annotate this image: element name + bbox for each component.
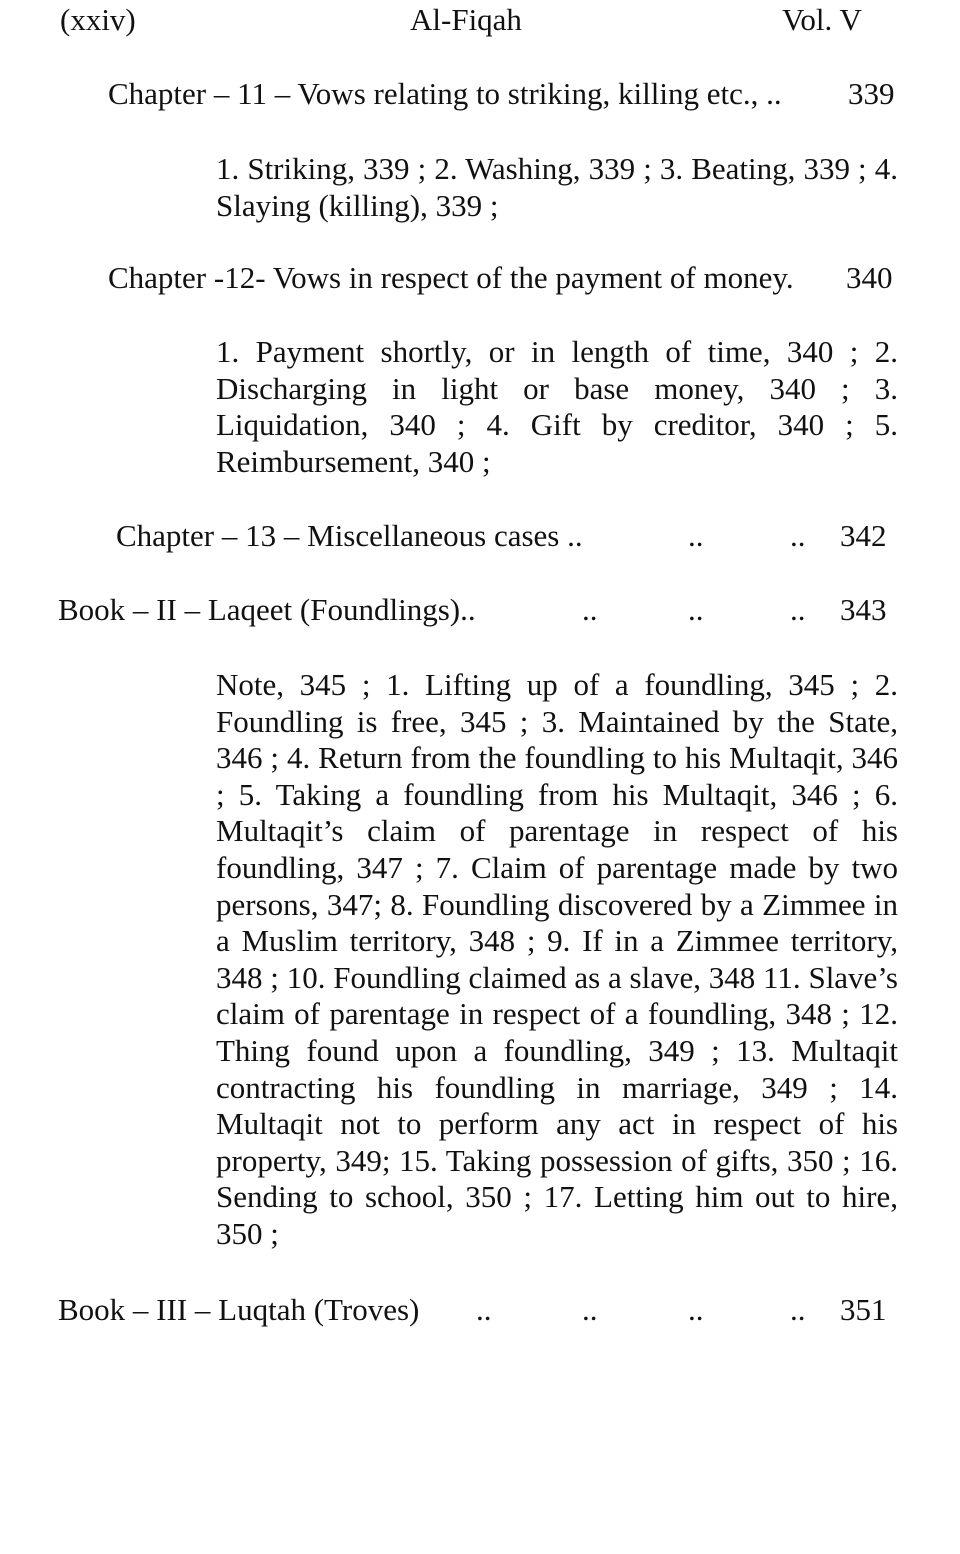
entry-subtopics: Note, 345 ; 1. Lifting up of a foundling, 345 ; 2. Foundling is free, 345 ; 3. Maintained by the State, 346 ; 4. Return from the foundling to his Multaqit, 346 ; 5. Taking a foundling from his Multaqit, 346 ; 6. Multaqit’s claim of parentage in respect of his foundling, 347 ; 7. Claim of parentage made by two persons, 347; 8. Foundling discovered by a Zimmee in a Muslim territory, 348 ; 9. If in a Zimmee territory, 348 ; 10. Foundling claimed as a slave, 348 11. Slave’s claim of parentage in respect of a foundling, 348 ; 12. Thing found upon a foundling, 349 ; 13. Multaqit contracting his foundling in marriage, 349 ; 14. Multaqit not to perform any act in respect of his property, 349; 15. Taking possession of gifts, 350 ; 16. Sending to school, 350 ; 17. Letting him out to hire, 350 ; [216,667,898,1251]
leader-dots: .. [688,1292,704,1327]
leader-dots: .. [790,1292,806,1327]
volume-label: Vol. V [782,2,862,37]
entry-subtopics: 1. Striking, 339 ; 2. Washing, 339 ; 3. Beating, 339 ; 4. Slaying (killing), 339 ; [216,151,898,223]
entry-page-number: 339 [848,76,895,111]
entry-title: Chapter – 11 – Vows relating to striking, killing etc., .. [108,76,782,111]
toc-entry-chapter-11 [108,76,898,116]
entry-page-number: 343 [840,592,887,627]
page-number-roman: (xxiv) [60,2,136,37]
running-header [0,2,960,42]
toc-entry-book-ii [58,592,898,632]
leader-dots: .. [790,518,806,553]
entry-page-number: 351 [840,1292,887,1327]
book-title: Al-Fiqah [410,2,522,37]
toc-entry-chapter-13 [116,518,898,558]
entry-title: Chapter – 13 – Miscellaneous cases .. [116,518,583,553]
entry-page-number: 340 [846,260,893,295]
toc-entry-chapter-12 [108,260,898,300]
leader-dots: .. [582,1292,598,1327]
leader-dots: .. [688,518,704,553]
toc-entry-book-iii [58,1292,898,1332]
leader-dots: .. [688,592,704,627]
leader-dots: .. [476,1292,492,1327]
leader-dots: .. [790,592,806,627]
entry-page-number: 342 [840,518,887,553]
leader-dots: .. [582,592,598,627]
entry-subtopics: 1. Payment shortly, or in length of time, 340 ; 2. Discharging in light or base money, 340 ; 3. Liquidation, 340 ; 4. Gift by creditor, 340 ; 5. Reimbursement, 340 ; [216,334,898,479]
entry-title: Chapter -12- Vows in respect of the payment of money. [108,260,794,295]
entry-title: Book – III – Luqtah (Troves) [58,1292,420,1327]
entry-title: Book – II – Laqeet (Foundlings).. [58,592,476,627]
